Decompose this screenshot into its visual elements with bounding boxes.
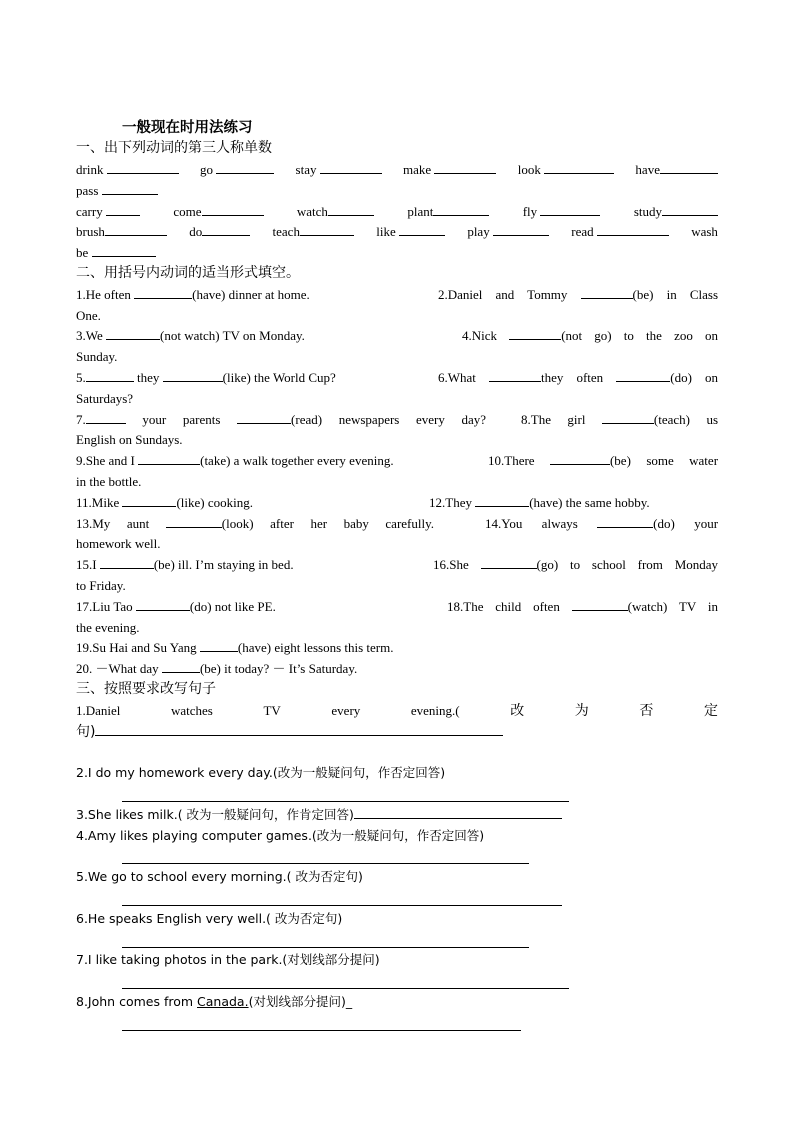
answer-blank[interactable]	[662, 202, 718, 216]
answer-blank[interactable]	[166, 514, 222, 528]
question-6: 6.What they often (do) on	[438, 370, 719, 385]
question-2: 2.Daniel and Tommy (be) in Class	[438, 287, 719, 302]
answer-blank[interactable]	[434, 160, 496, 174]
answer-blank[interactable]	[200, 638, 238, 652]
question-8-cont: English on Sundays.	[76, 432, 183, 447]
question-20: 20. －What day (be) it today? － It’s Saturday.	[76, 661, 358, 676]
answer-blank[interactable]	[475, 493, 529, 507]
question-6-cont: Saturdays?	[76, 391, 134, 406]
answer-blank[interactable]	[202, 222, 250, 236]
verb-item: come	[173, 202, 263, 222]
verb-item: look	[518, 160, 614, 180]
question-18-cont: the evening.	[76, 620, 140, 635]
verb-row-5: be	[76, 243, 718, 263]
question-4-cont: Sunday.	[76, 349, 118, 364]
answer-blank[interactable]	[100, 555, 154, 569]
question-9: 9.She and I (take) a walk together every evening.	[76, 453, 394, 468]
question-1: 1.He often (have) dinner at home.	[76, 287, 310, 302]
rewrite-1: 1.Daniel watches TV every evening.( 改 为 否 定	[76, 703, 718, 719]
answer-line[interactable]	[122, 946, 529, 948]
verb-item: stay	[296, 160, 382, 180]
question-10: 10.There (be) some water	[488, 453, 719, 468]
answer-blank[interactable]	[660, 160, 718, 174]
verb-item: fly	[523, 202, 601, 222]
question-2-cont: One.	[76, 308, 101, 323]
answer-blank[interactable]	[237, 410, 291, 424]
answer-blank[interactable]	[163, 368, 223, 382]
verb-row-4	[76, 222, 718, 242]
answer-blank[interactable]	[509, 326, 561, 340]
answer-blank[interactable]	[481, 555, 537, 569]
answer-blank[interactable]	[122, 493, 176, 507]
answer-line[interactable]	[354, 805, 562, 819]
answer-blank[interactable]	[616, 368, 670, 382]
rewrite-1-cont: 句)	[76, 722, 718, 742]
answer-blank[interactable]	[320, 160, 382, 174]
verb-item: brush	[76, 222, 167, 242]
section1-heading: 一、出下列动词的第三人称单数	[76, 140, 272, 156]
question-16: 16.She (go) to school from Monday	[433, 557, 719, 572]
answer-line[interactable]	[122, 987, 569, 989]
question-5: 5. they (like) the World Cup?	[76, 370, 336, 385]
answer-blank[interactable]	[106, 326, 160, 340]
answer-blank[interactable]	[102, 181, 158, 195]
answer-blank[interactable]	[107, 160, 179, 174]
question-19: 19.Su Hai and Su Yang (have) eight lessons this term.	[76, 640, 394, 655]
answer-blank[interactable]	[544, 160, 614, 174]
answer-blank[interactable]	[86, 410, 126, 424]
question-14: 14.You always (do) your	[485, 516, 719, 531]
rewrite-6: 6.He speaks English very well.( 改为否定句)	[76, 911, 343, 926]
page-title: 一般现在时用法练习	[122, 120, 253, 136]
verb-item: have	[635, 160, 718, 180]
verb-item: do	[189, 222, 250, 242]
question-16-cont: to Friday.	[76, 578, 126, 593]
answer-blank[interactable]	[489, 368, 541, 382]
verb-item: wash	[691, 224, 718, 239]
answer-blank[interactable]	[138, 451, 200, 465]
answer-blank[interactable]	[493, 222, 549, 236]
answer-blank[interactable]	[216, 160, 274, 174]
question-4: 4.Nick (not go) to the zoo on	[462, 328, 719, 343]
verb-item: make	[403, 160, 496, 180]
answer-blank[interactable]	[202, 202, 264, 216]
verb-item: like	[376, 222, 445, 242]
rewrite-5: 5.We go to school every morning.( 改为否定句)	[76, 869, 363, 884]
verb-item: teach	[273, 222, 354, 242]
answer-blank[interactable]	[572, 597, 628, 611]
section2-heading: 二、用括号内动词的适当形式填空。	[76, 265, 300, 281]
answer-blank[interactable]	[86, 368, 134, 382]
answer-blank[interactable]	[162, 659, 200, 673]
question-17: 17.Liu Tao (do) not like PE.	[76, 599, 276, 614]
question-7: 7. your parents (read) newspapers every day?	[76, 412, 487, 427]
question-13: 13.My aunt (look) after her baby carefully.	[76, 516, 435, 531]
answer-blank[interactable]	[105, 222, 167, 236]
rewrite-8: 8.John comes from Canada.(对划线部分提问)_	[76, 994, 353, 1009]
answer-line[interactable]	[122, 800, 569, 802]
question-3: 3.We (not watch) TV on Monday.	[76, 328, 305, 343]
answer-line[interactable]	[122, 904, 562, 906]
answer-blank[interactable]	[433, 202, 489, 216]
verb-row-1	[76, 160, 718, 180]
answer-blank[interactable]	[106, 202, 140, 216]
question-14-cont: homework well.	[76, 536, 161, 551]
verb-item: drink	[76, 160, 179, 180]
question-10-cont: in the bottle.	[76, 474, 142, 489]
rewrite-2: 2.I do my homework every day.(改为一般疑问句，作否定回答)	[76, 765, 446, 780]
answer-blank[interactable]	[399, 222, 445, 236]
answer-blank[interactable]	[136, 597, 190, 611]
verb-item: go	[200, 160, 274, 180]
question-18: 18.The child often (watch) TV in	[447, 599, 718, 614]
verb-item: play	[467, 222, 549, 242]
answer-blank[interactable]	[602, 410, 654, 424]
verb-item: watch	[297, 202, 374, 222]
verb-item: read	[571, 222, 669, 242]
answer-blank[interactable]	[597, 514, 653, 528]
answer-line[interactable]	[122, 1029, 521, 1031]
answer-blank[interactable]	[300, 222, 354, 236]
answer-blank[interactable]	[581, 285, 633, 299]
underlined-word: Canada.	[197, 994, 249, 1009]
answer-blank[interactable]	[134, 285, 192, 299]
answer-line[interactable]	[95, 722, 503, 736]
answer-blank[interactable]	[328, 202, 374, 216]
verb-row-3	[76, 202, 718, 222]
answer-blank[interactable]	[540, 202, 600, 216]
question-11: 11.Mike (like) cooking.	[76, 495, 254, 510]
verb-item: carry	[76, 202, 140, 222]
rewrite-4: 4.Amy likes playing computer games.(改为一般疑问句，作否定回答)	[76, 828, 485, 843]
answer-line[interactable]	[122, 862, 529, 864]
verb-item: study	[634, 202, 718, 222]
answer-blank[interactable]	[92, 243, 156, 257]
question-15: 15.I (be) ill. I’m staying in bed.	[76, 557, 294, 572]
answer-blank[interactable]	[597, 222, 669, 236]
question-12: 12.They (have) the same hobby.	[429, 495, 650, 510]
section3-heading: 三、按照要求改写句子	[76, 681, 216, 697]
verb-row-2: pass	[76, 181, 718, 201]
answer-blank[interactable]	[550, 451, 610, 465]
rewrite-7: 7.I like taking photos in the park.(对划线部分提问)	[76, 952, 380, 967]
rewrite-3: 3.She likes milk.( 改为一般疑问句，作肯定回答)	[76, 805, 718, 825]
question-8: 8.The girl (teach) us	[521, 412, 719, 427]
verb-item: plant	[407, 202, 489, 222]
